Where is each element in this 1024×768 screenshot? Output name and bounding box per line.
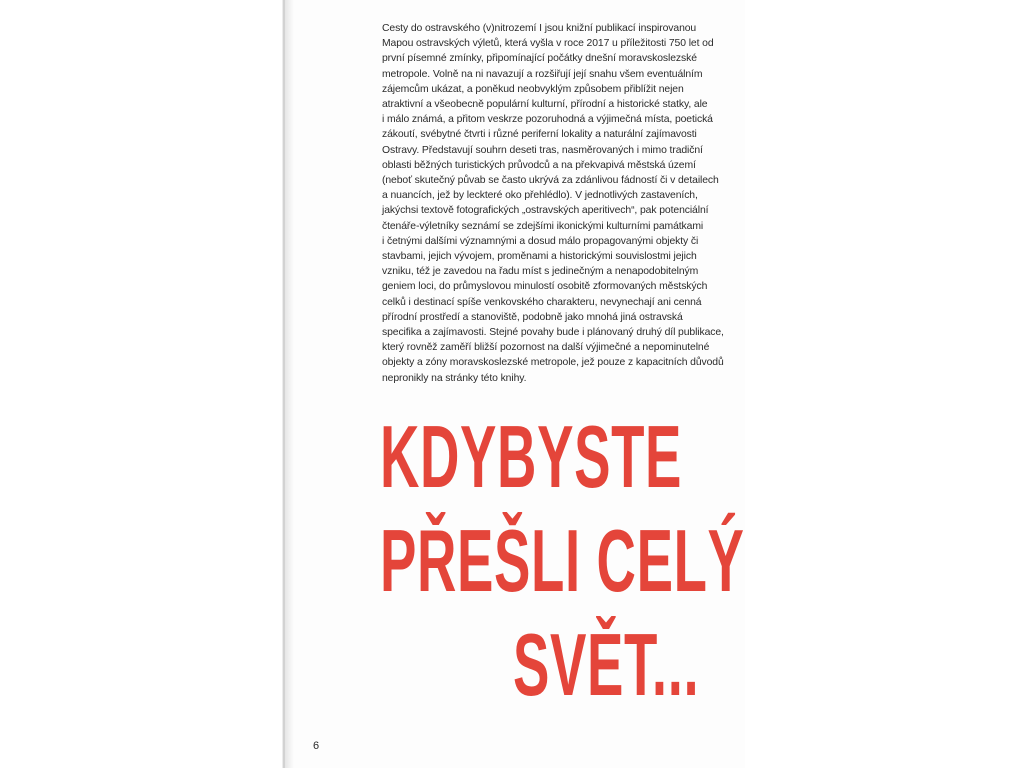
- book-page: [283, 0, 745, 768]
- headline-line-2: PŘEŠLI CELÝ: [380, 511, 745, 610]
- chapter-headline: [380, 405, 745, 717]
- intro-paragraph: Cesty do ostravského (v)nitrozemí I jsou knižní publikací inspirovanou Mapou ostravských výletů, která vyšla v roce 2017 u příležitosti 750 let od první písemné zmínky, připomínající počátky dnešní moravskoslezské metropole. Volně na ni navazují a rozšiřují její snahu všem eventuálním zájemcům ukázat, a poněkud neobvyklým způsobem přiblížit nejen atraktivní a všeobecně populární kulturní, přírodní a historické statky, ale i málo známá, a přitom veskrze pozoruhodná a výjimečná místa, poetická zákoutí, svébytné čtvrti i různé periferní lokality a naturální zajímavosti Ostravy. Představují souhrn deseti tras, nasměrovaných i mimo tradiční oblasti běžných turistických průvodců a na překvapivá městská území (neboť skutečný půvab se často ukrývá za zdánlivou fádností či v detailech a nuancích, jež by leckteré oko přehlédlo). V jednotlivých zastaveních, jakýchsi textově fotografických „ostravských aperitivech“, pak potenciální čtenáře-výletníky seznámí se zdejšími ikonickými kulturními památkami i četnými dalšími významnými a dosud málo propagovanými objekty či stavbami, jejich vývojem, proměnami a historickými souvislostmi jejich vzniku, též je zavedou na řadu míst s jedinečným a nenapodobitelným geniem loci, do průmyslovou minulostí osobitě zformovaných městských celků i destinací spíše venkovského charakteru, nevynechají ani cenná přírodní prostředí a stanoviště, podobně jako mnohá jiná ostravská specifika a zajímavosti. Stejné povahy bude i plánovaný druhý díl publikace, který rovněž zaměří bližší pozornost na další výjimečné a nepominutelné objekty a zóny moravskoslezské metropole, jež pouze z kapacitních důvodů nepronikly na stránky této knihy.: [382, 23, 724, 384]
- page-number: 6: [313, 740, 320, 752]
- headline-line-3: SVĚT...: [513, 615, 700, 714]
- page-gutter-shadow: [285, 0, 294, 768]
- headline-line-1: KDYBYSTE: [380, 407, 683, 506]
